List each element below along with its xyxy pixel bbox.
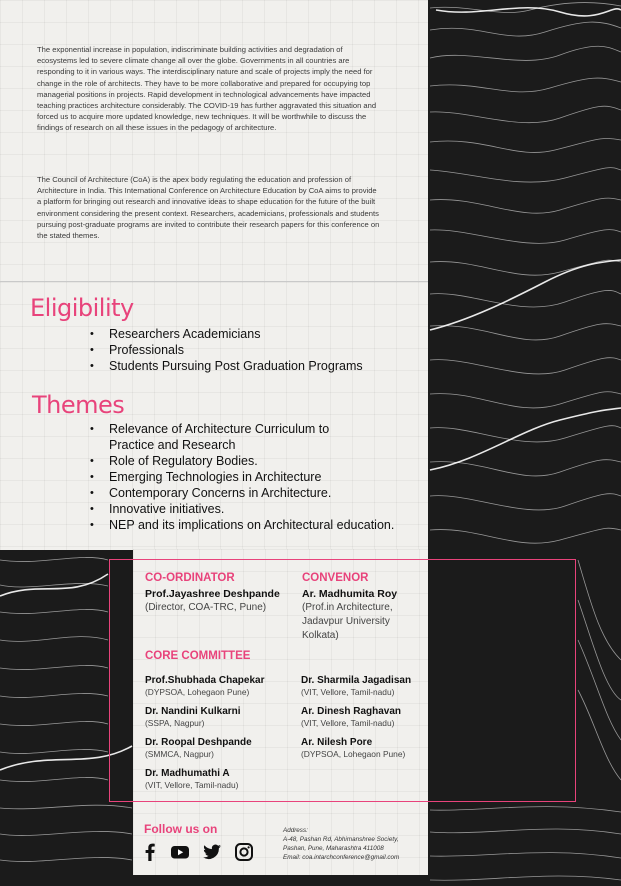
eligibility-item: • Professionals [90,342,363,358]
instagram-icon[interactable] [234,842,254,862]
follow-us-label: Follow us on [144,822,218,836]
eligibility-list [90,326,363,374]
theme-item: • Innovative initiatives. [90,501,425,517]
address-email[interactable]: Email: coa.intarchconference@gmail.com [283,854,400,861]
twitter-icon[interactable] [202,842,222,862]
eligibility-item: • Researchers Academicians [90,326,363,342]
eligibility-item: • Students Pursuing Post Graduation Programs [90,358,363,374]
member-affiliation: (SSPA, Nagpur) [145,718,205,728]
committee-member [301,674,411,698]
committee-member [145,674,264,698]
convenor-block [302,587,422,643]
member-affiliation: (VIT, Vellore, Tamil-nadu) [145,780,239,790]
core-committee-heading: CORE COMMITTEE [145,650,251,662]
member-affiliation: (DYPSOA, Lohegaon Pune) [301,749,406,759]
coordinator-heading: CO-ORDINATOR [145,572,235,584]
address-line-2: Pashan, Pune, Maharashtra 411008 [283,845,384,852]
address-block [283,826,399,862]
theme-item: • Contemporary Concerns in Architecture. [90,485,425,501]
member-name: Ar. Nilesh Pore [301,737,373,748]
committee-member [145,736,252,760]
member-name: Ar. Dinesh Raghavan [301,706,402,717]
member-affiliation: (VIT, Vellore, Tamil-nadu) [301,687,395,697]
coordinator-name: Prof.Jayashree Deshpande [145,588,280,600]
address-line-1: A-48, Pashan Rd, Abhimanshree Society, [283,836,399,843]
member-name: Dr. Madhumathi A [145,768,230,779]
member-affiliation: (SMMCA, Nagpur) [145,749,214,759]
member-name: Dr. Roopal Deshpande [145,737,252,748]
member-name: Prof.Shubhada Chapekar [145,675,265,686]
theme-item: • Relevance of Architecture Curriculum to Practice and Research [90,421,334,453]
address-label: Address: [283,827,308,834]
committee-member [145,767,238,791]
committee-member [301,736,405,760]
coordinator-block [145,587,300,615]
theme-item: • Role of Regulatory Bodies. [90,453,425,469]
convenor-affiliation: (Prof.in Architecture, Jadavpur University Kolkata) [302,602,393,641]
theme-item: • Emerging Technologies in Architecture [90,469,425,485]
intro-paragraph-1: The exponential increase in population, indiscriminate building activities and degradation of ecosystems led to severe climate change all over the globe. Governments in all countries are responding to it in various ways. The interdisciplinary nature and scale of projects imply the need for change in the role of architects. They have to be more collaborative and prepared for occupying top managerial positions in projects. Rapid development in technological advancements have impacted teaching practices architecture considerably. The COVID-19 has further aggravated this situation and forced us to acquire more updated knowledge, new techniques. It will be worthwhile to discuss the findings of research on all these issues in the pedagogy of architecture. [37,45,377,133]
member-name: Dr. Nandini Kulkarni [145,706,241,717]
convenor-heading: CONVENOR [302,572,369,584]
facebook-icon[interactable] [140,842,160,862]
member-affiliation: (VIT, Vellore, Tamil-nadu) [301,718,395,728]
themes-heading: Themes [32,391,125,419]
member-name: Dr. Sharmila Jagadisan [301,675,412,686]
themes-list [90,421,425,533]
eligibility-heading: Eligibility [30,294,134,322]
member-affiliation: (DYPSOA, Lohegaon Pune) [145,687,250,697]
intro-paragraph-2: The Council of Architecture (CoA) is the apex body regulating the education and profession of Architecture in India. This International Conference on Architecture Education by CoA aims to provide a platform for bringing out research and innovative ideas to shape education for the future of the built environment considering the present context. Researchers, academicians, professionals and students pursuing post-graduate programs are invited to contribute their research papers for this conference on the stated themes. [37,175,380,241]
committee-member [301,705,401,729]
youtube-icon[interactable] [170,842,190,862]
convenor-name: Ar. Madhumita Roy [302,588,398,600]
coordinator-affiliation: (Director, COA-TRC, Pune) [145,602,267,613]
theme-item: • NEP and its implications on Architectural education. [90,517,425,533]
committee-member [145,705,241,729]
